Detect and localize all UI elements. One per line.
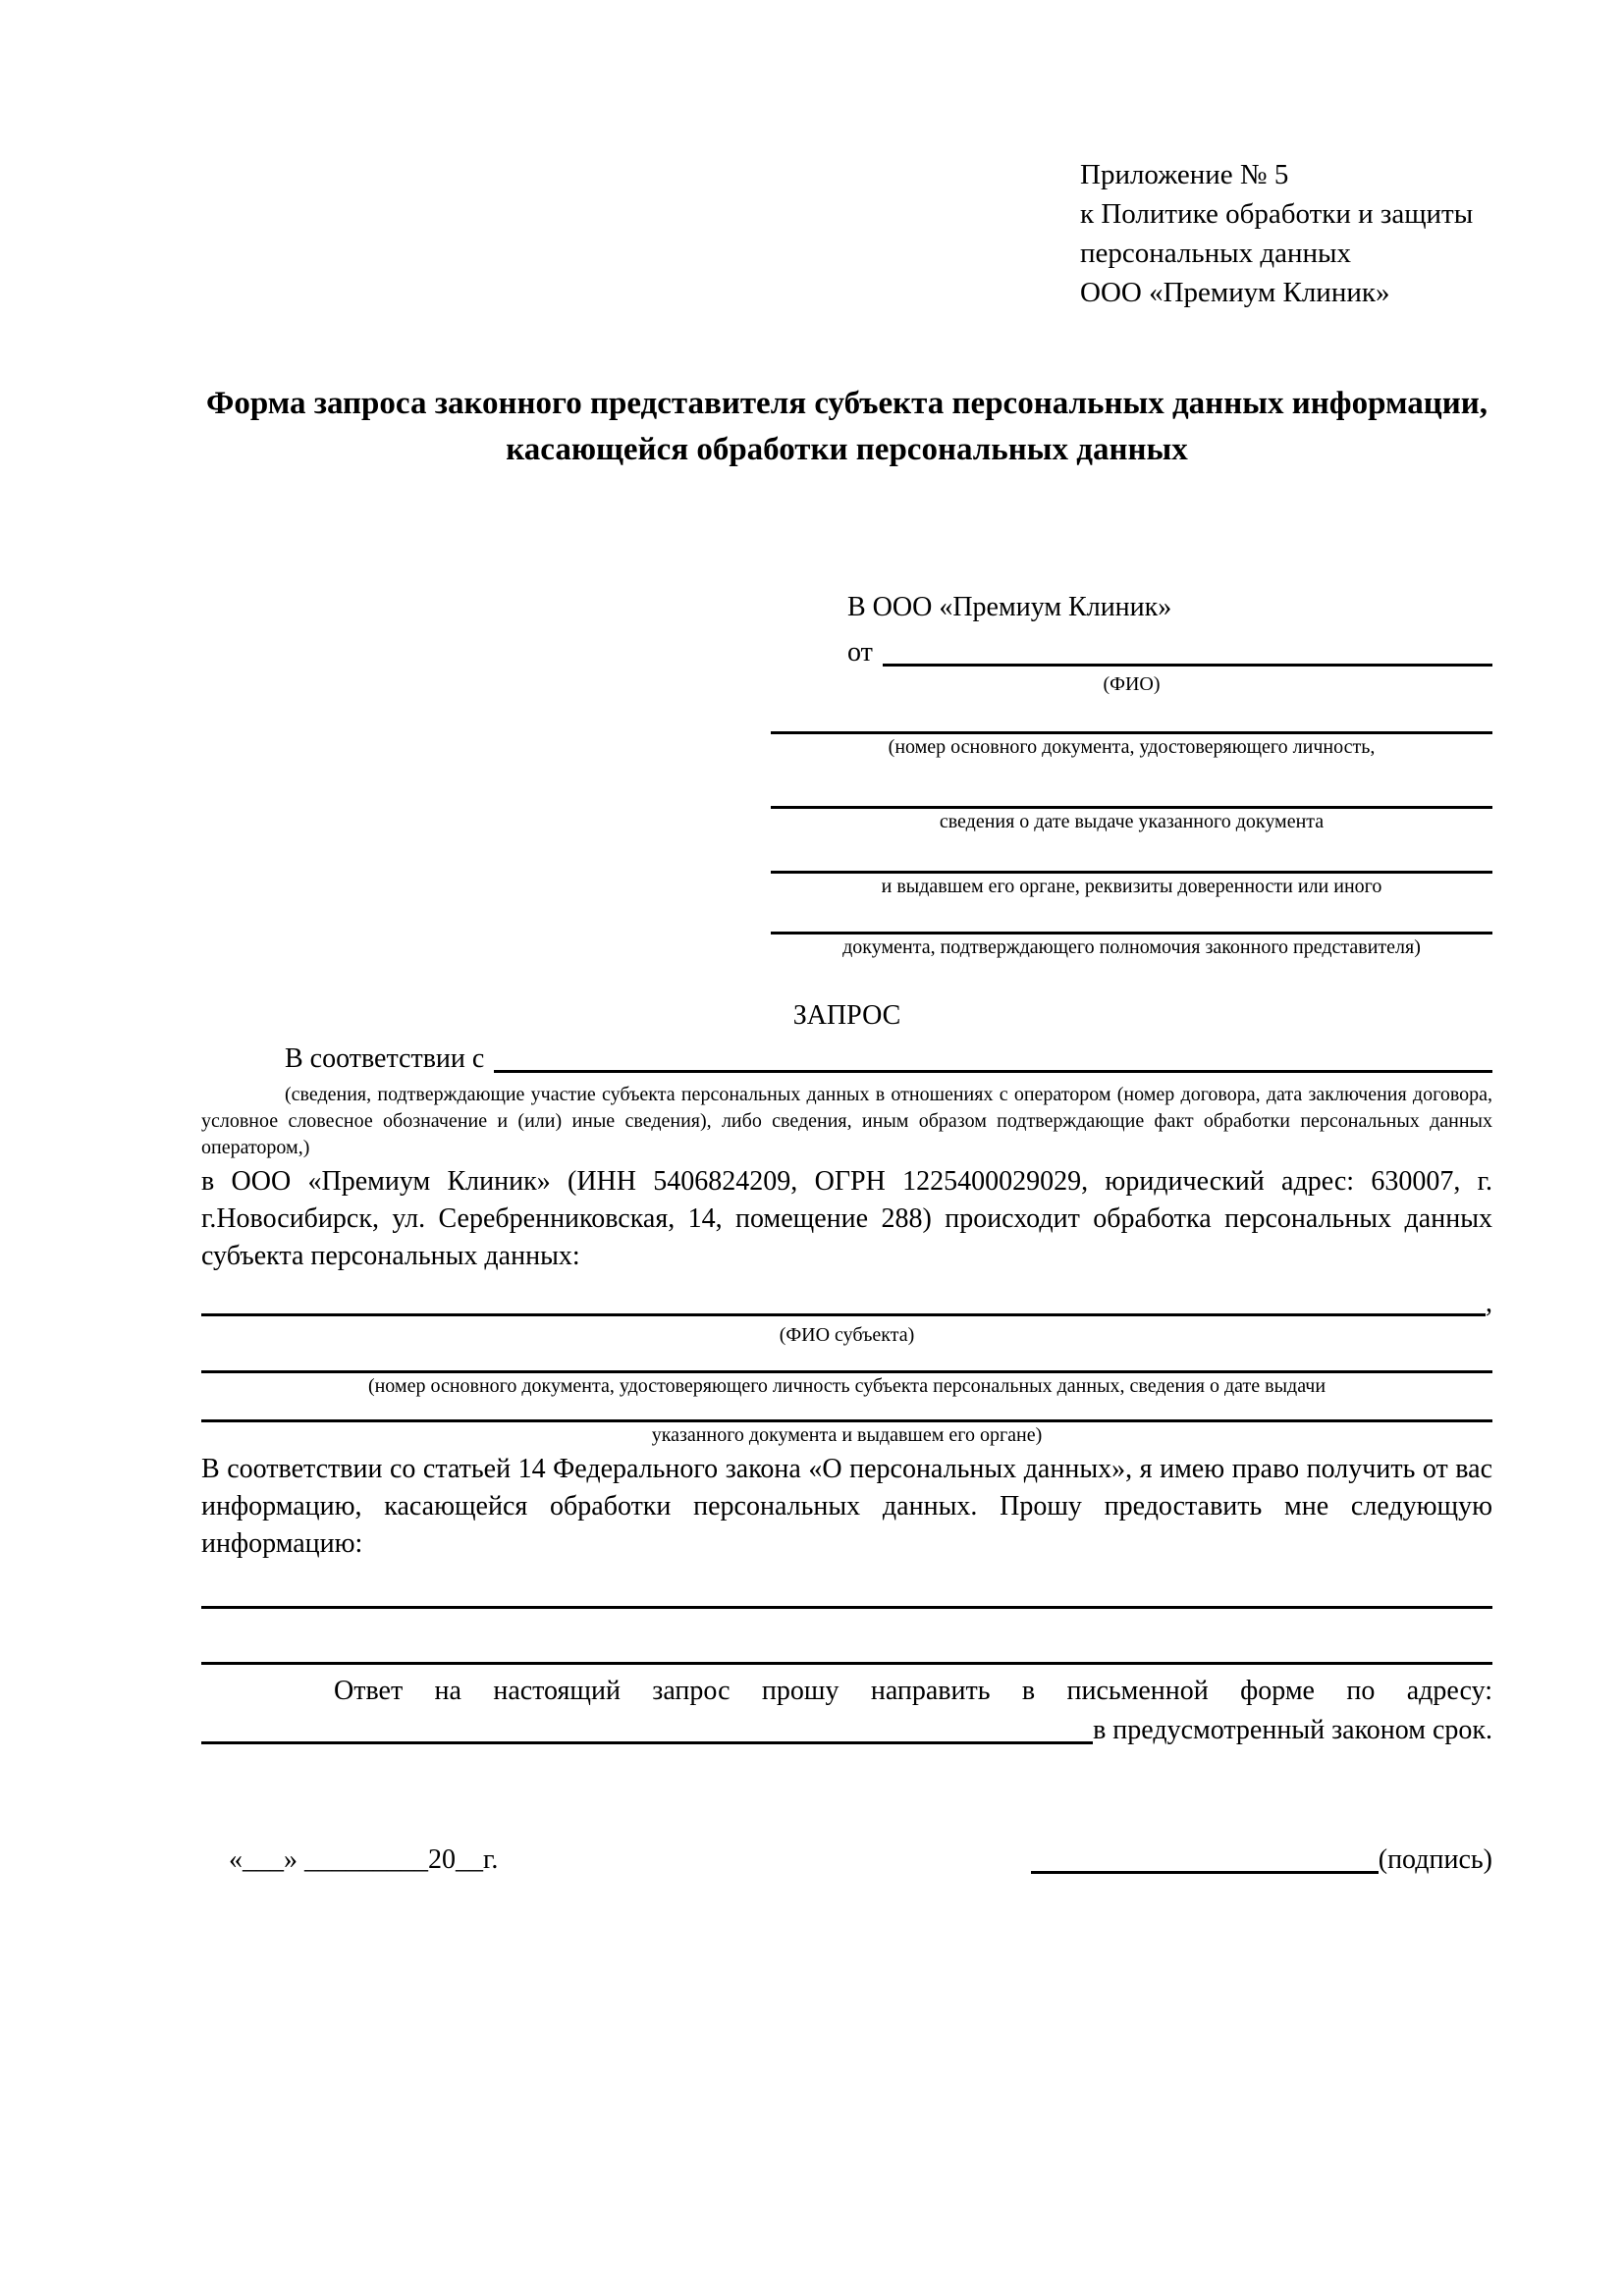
form-title: Форма запроса законного представителя субъекта персональных данных информации, касающейся обработки персональных данных	[206, 386, 1488, 467]
reply-tail: в предусмотренный законом срок.	[1093, 1715, 1492, 1745]
blank-group	[201, 1370, 1492, 1398]
reply-address-blank-line	[201, 1712, 1093, 1744]
signature-area	[1031, 1842, 1492, 1879]
doc-caption-2: сведения о дате выдаче указанного документа	[939, 811, 1325, 832]
appendix-line-3: персональных данных	[1080, 238, 1352, 269]
doc-blank-line-2	[771, 806, 1492, 809]
doc-caption-3: и выдавшем его органе, реквизиты доверенности или иного	[881, 876, 1382, 897]
request-heading: ЗАПРОС	[792, 1000, 901, 1031]
blank-group	[771, 806, 1492, 833]
doc-caption-1: (номер основного документа, удостоверяющего личность,	[888, 736, 1376, 758]
operator-paragraph: в ООО «Премиум Клиник» (ИНН 5406824209, ОГРН 1225400029029, юридический адрес: 630007, г. г.Новосибирск, ул. Серебренниковская, 14, помещение 288) происходит обработка персональных данных субъекта персональных данных:	[201, 1166, 1492, 1271]
intro-note: (сведения, подтверждающие участие субъекта персональных данных в отношениях с оператором (номер договора, дата заключения договора, условное словесное обозначение и (или) иные сведения), либо сведения, иным образом подтверждающие факт обработки персональных данных оператором,)	[201, 1084, 1492, 1158]
appendix-header	[1080, 155, 1512, 312]
blank-group	[201, 1419, 1492, 1447]
doc-blank-line-3	[771, 871, 1492, 874]
fio-caption: (ФИО)	[1103, 673, 1161, 695]
intro-row	[201, 1041, 1492, 1078]
doc-blank-line-4	[771, 932, 1492, 934]
law-paragraph: В соответствии со статьей 14 Федерального закона «О персональных данных», я имею право получить от вас информацию, касающейся обработки персональных данных. Прошу предоставить мне следующую информацию:	[201, 1454, 1492, 1559]
from-label: от	[847, 637, 873, 667]
from-row	[771, 634, 1492, 671]
blank-group	[771, 871, 1492, 898]
request-body	[201, 997, 1492, 1749]
addressee-block	[771, 589, 1492, 959]
intro-label: В соответствии с	[285, 1043, 485, 1074]
blank-group	[771, 932, 1492, 959]
subject-comma: ,	[1486, 1288, 1492, 1318]
intro-blank-line	[494, 1041, 1492, 1073]
doc-caption-4: документа, подтверждающего полномочия законного представителя)	[842, 936, 1421, 958]
appendix-line-1: Приложение № 5	[1080, 159, 1289, 190]
reply-paragraph: Ответ на настоящий запрос прошу направить в письменной форме по адресу:	[334, 1676, 1492, 1706]
subject-fio-caption: (ФИО субъекта)	[779, 1324, 915, 1346]
date-blank: «___» _________20__г.	[229, 1844, 499, 1875]
info-blank-line-1	[201, 1606, 1492, 1609]
subject-fio-blank-line	[201, 1313, 1486, 1316]
appendix-line-2: к Политике обработки и защиты	[1080, 198, 1474, 230]
addressee-to: В ООО «Премиум Клиник»	[847, 592, 1172, 622]
subject-doc-caption-2: указанного документа и выдавшем его органе)	[651, 1424, 1043, 1446]
from-blank-line	[883, 634, 1492, 667]
signature-caption: (подпись)	[1378, 1844, 1492, 1875]
doc-blank-line-1	[771, 731, 1492, 734]
subject-doc-caption-1: (номер основного документа, удостоверяющего личность субъекта персональных данных, сведения о дате выдачи	[367, 1375, 1326, 1397]
signature-blank-line	[1031, 1871, 1379, 1874]
subject-doc-blank-line-1	[201, 1370, 1492, 1373]
appendix-line-4: ООО «Премиум Клиник»	[1080, 277, 1390, 308]
subject-doc-blank-line-2	[201, 1419, 1492, 1422]
reply-address-row	[201, 1712, 1492, 1749]
info-blank-line-2	[201, 1662, 1492, 1665]
blank-group	[771, 731, 1492, 759]
subject-fio-row	[201, 1289, 1492, 1322]
footer-row	[201, 1842, 1492, 1879]
